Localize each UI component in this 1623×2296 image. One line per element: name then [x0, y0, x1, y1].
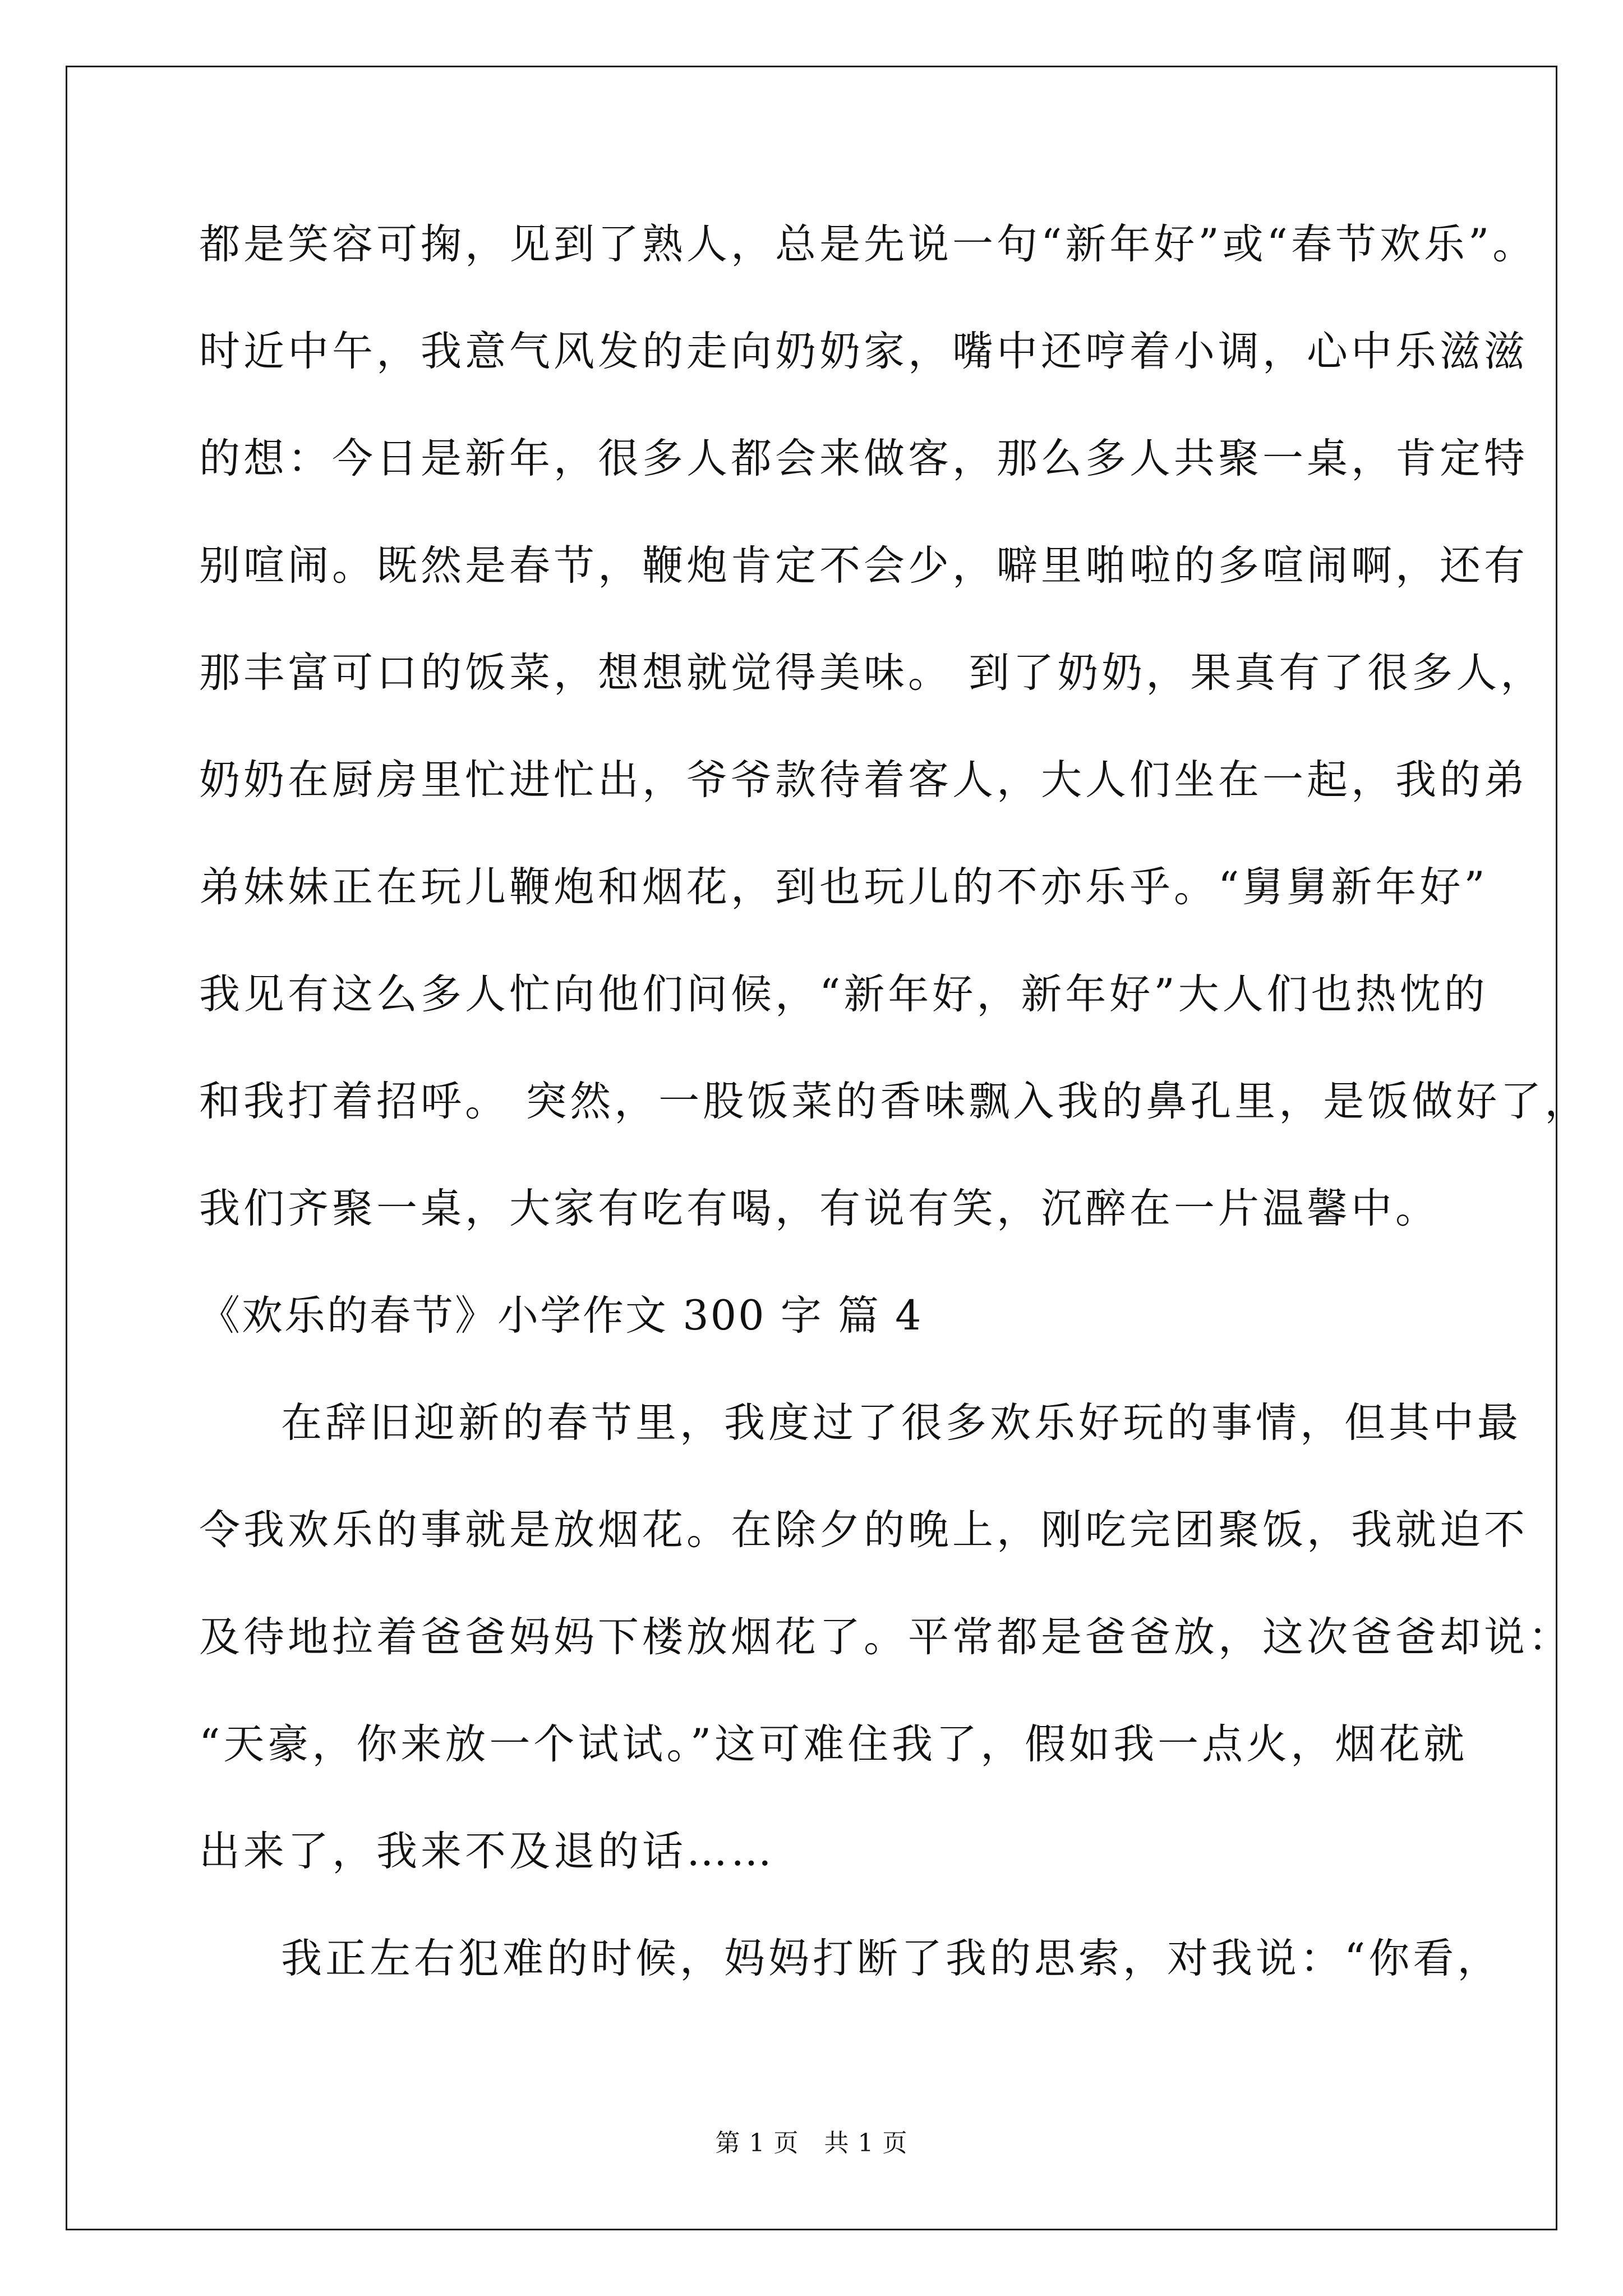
page-footer: 第 1 页 共 1 页 — [715, 2129, 908, 2157]
text-line: 和我打着招呼。 突然，一股饭菜的香味飘入我的鼻孔里，是饭做好了， — [199, 1078, 1589, 1125]
text-line: 都是笑容可掬，见到了熟人，总是先说一句“新年好”或“春节欢乐”。 — [199, 220, 1537, 268]
text-line: 别喧闹。既然是春节，鞭炮肯定不会少，噼里啪啦的多喧闹啊，还有 — [199, 542, 1528, 590]
text-line: 奶奶在厨房里忙进忙出，爷爷款待着客人，大人们坐在一起，我的弟 — [199, 756, 1528, 804]
document-body — [199, 206, 1589, 2028]
text-line: 时近中午，我意气风发的走向奶奶家，嘴中还哼着小调，心中乐滋滋 — [199, 328, 1528, 375]
text-line: 的想：今日是新年，很多人都会来做客，那么多人共聚一桌，肯定特 — [199, 435, 1528, 482]
paragraph-start-line: 我正左右犯难的时候，妈妈打断了我的思索，对我说：“你看， — [281, 1935, 1502, 1982]
paragraph-start-line: 在辞旧迎新的春节里，我度过了很多欢乐好玩的事情，但其中最 — [281, 1399, 1521, 1447]
text-line: 那丰富可口的饭菜，想想就觉得美味。 到了奶奶，果真有了很多人， — [199, 649, 1545, 697]
text-line: 我见有这么多人忙向他们问候，“新年好，新年好”大人们也热忱的 — [199, 970, 1488, 1018]
text-line: 弟妹妹正在玩儿鞭炮和烟花，到也玩儿的不亦乐乎。“舅舅新年好” — [199, 863, 1488, 911]
text-line: 我们齐聚一桌，大家有吃有喝，有说有笑，沉醉在一片温馨中。 — [199, 1185, 1440, 1232]
section-heading: 《欢乐的春节》小学作文 300 字 篇 4 — [199, 1292, 923, 1340]
text-line: “天豪，你来放一个试试。”这可难住我了，假如我一点火，烟花就 — [199, 1720, 1468, 1768]
text-line: 令我欢乐的事就是放烟花。在除夕的晚上，刚吃完团聚饭，我就迫不 — [199, 1506, 1528, 1554]
text-line: 出来了，我来不及退的话…… — [199, 1828, 775, 1875]
text-line: 及待地拉着爸爸妈妈下楼放烟花了。平常都是爸爸放，这次爸爸却说： — [199, 1613, 1573, 1661]
